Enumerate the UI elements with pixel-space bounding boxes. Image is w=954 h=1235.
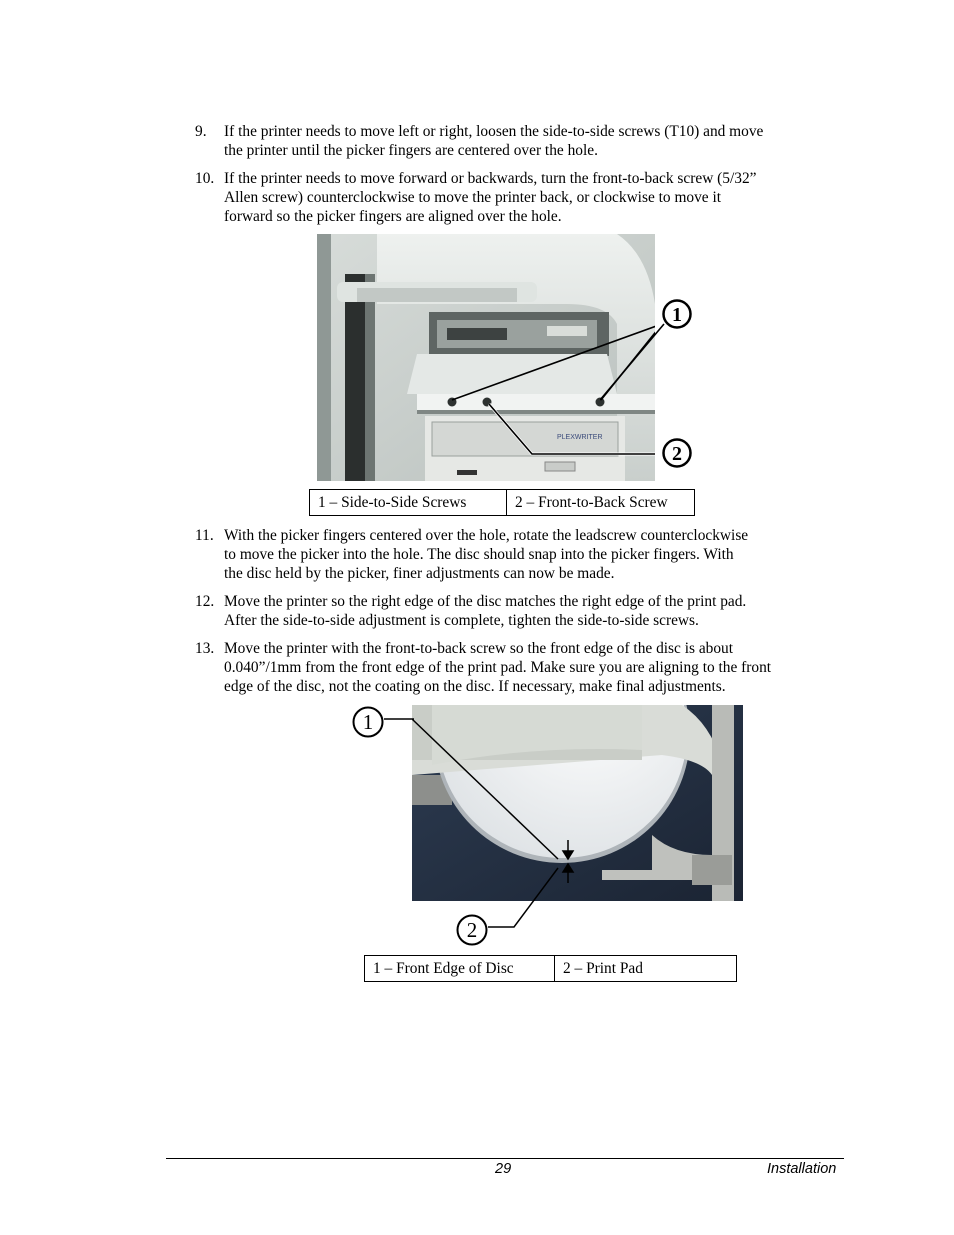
step-text-line: edge of the disc, not the coating on the disc. If necessary, make final adjustments. [224,678,726,695]
drive-brand-label: PLEXWRITER [557,434,603,441]
step-number: 9. [195,123,207,140]
step-text-line: If the printer needs to move forward or backwards, turn the front-to-back screw (5/32” [224,170,757,187]
disc-print-pad-photo [412,705,743,901]
callout-print-pad-leader [488,865,568,935]
callout-1-leaders [600,320,670,410]
page-number: 29 [495,1161,512,1177]
step-text-line: Allen screw) counterclockwise to move the printer back, or clockwise to move it [224,189,722,206]
callout-number: 1 [672,304,682,326]
step-text-line: With the picker fingers centered over the hole, rotate the leadscrew counterclockwise [224,527,749,544]
callout-front-edge-leader [384,715,414,725]
step-number: 13. [195,640,215,657]
caption-print-pad: 2 – Print Pad [555,956,737,982]
step-number: 10. [195,170,215,187]
step-text-line: forward so the picker fingers are aligned over the hole. [224,208,562,225]
step-text-line: Move the printer so the right edge of the disc matches the right edge of the print pad. [224,593,747,610]
figure-2-caption-table [364,955,737,982]
disc-print-pad-illustration [412,705,743,901]
caption-front-to-back-screw: 2 – Front-to-Back Screw [507,490,695,516]
step-text-line: the disc held by the picker, finer adjustments can now be made. [224,565,615,582]
section-name: Installation [767,1161,837,1177]
step-text-line: After the side-to-side adjustment is complete, tighten the side-to-side screws. [224,612,699,629]
step-number: 12. [195,593,215,610]
figure-1-caption-table [309,489,695,516]
footer-divider [166,1158,844,1159]
callout-2-badge [661,437,693,474]
step-number: 11. [195,527,214,544]
caption-side-to-side-screws: 1 – Side-to-Side Screws [310,490,507,516]
callout-print-pad-badge [455,913,489,952]
step-text-line: Move the printer with the front-to-back screw so the front edge of the disc is about [224,640,734,657]
callout-number: 2 [672,443,682,465]
callout-front-edge-badge [351,705,385,744]
step-text-line: to move the picker into the hole. The disc should snap into the picker fingers. With [224,546,734,563]
step-text-line: the printer until the picker fingers are centered over the hole. [224,142,598,159]
step-text-line: If the printer needs to move left or right, loosen the side-to-side screws (T10) and move [224,123,764,140]
step-text-line: 0.040”/1mm from the front edge of the print pad. Make sure you are aligning to the front [224,659,772,676]
callout-number: 1 [362,710,374,734]
callout-number: 2 [466,918,478,942]
caption-front-edge-of-disc: 1 – Front Edge of Disc [365,956,555,982]
